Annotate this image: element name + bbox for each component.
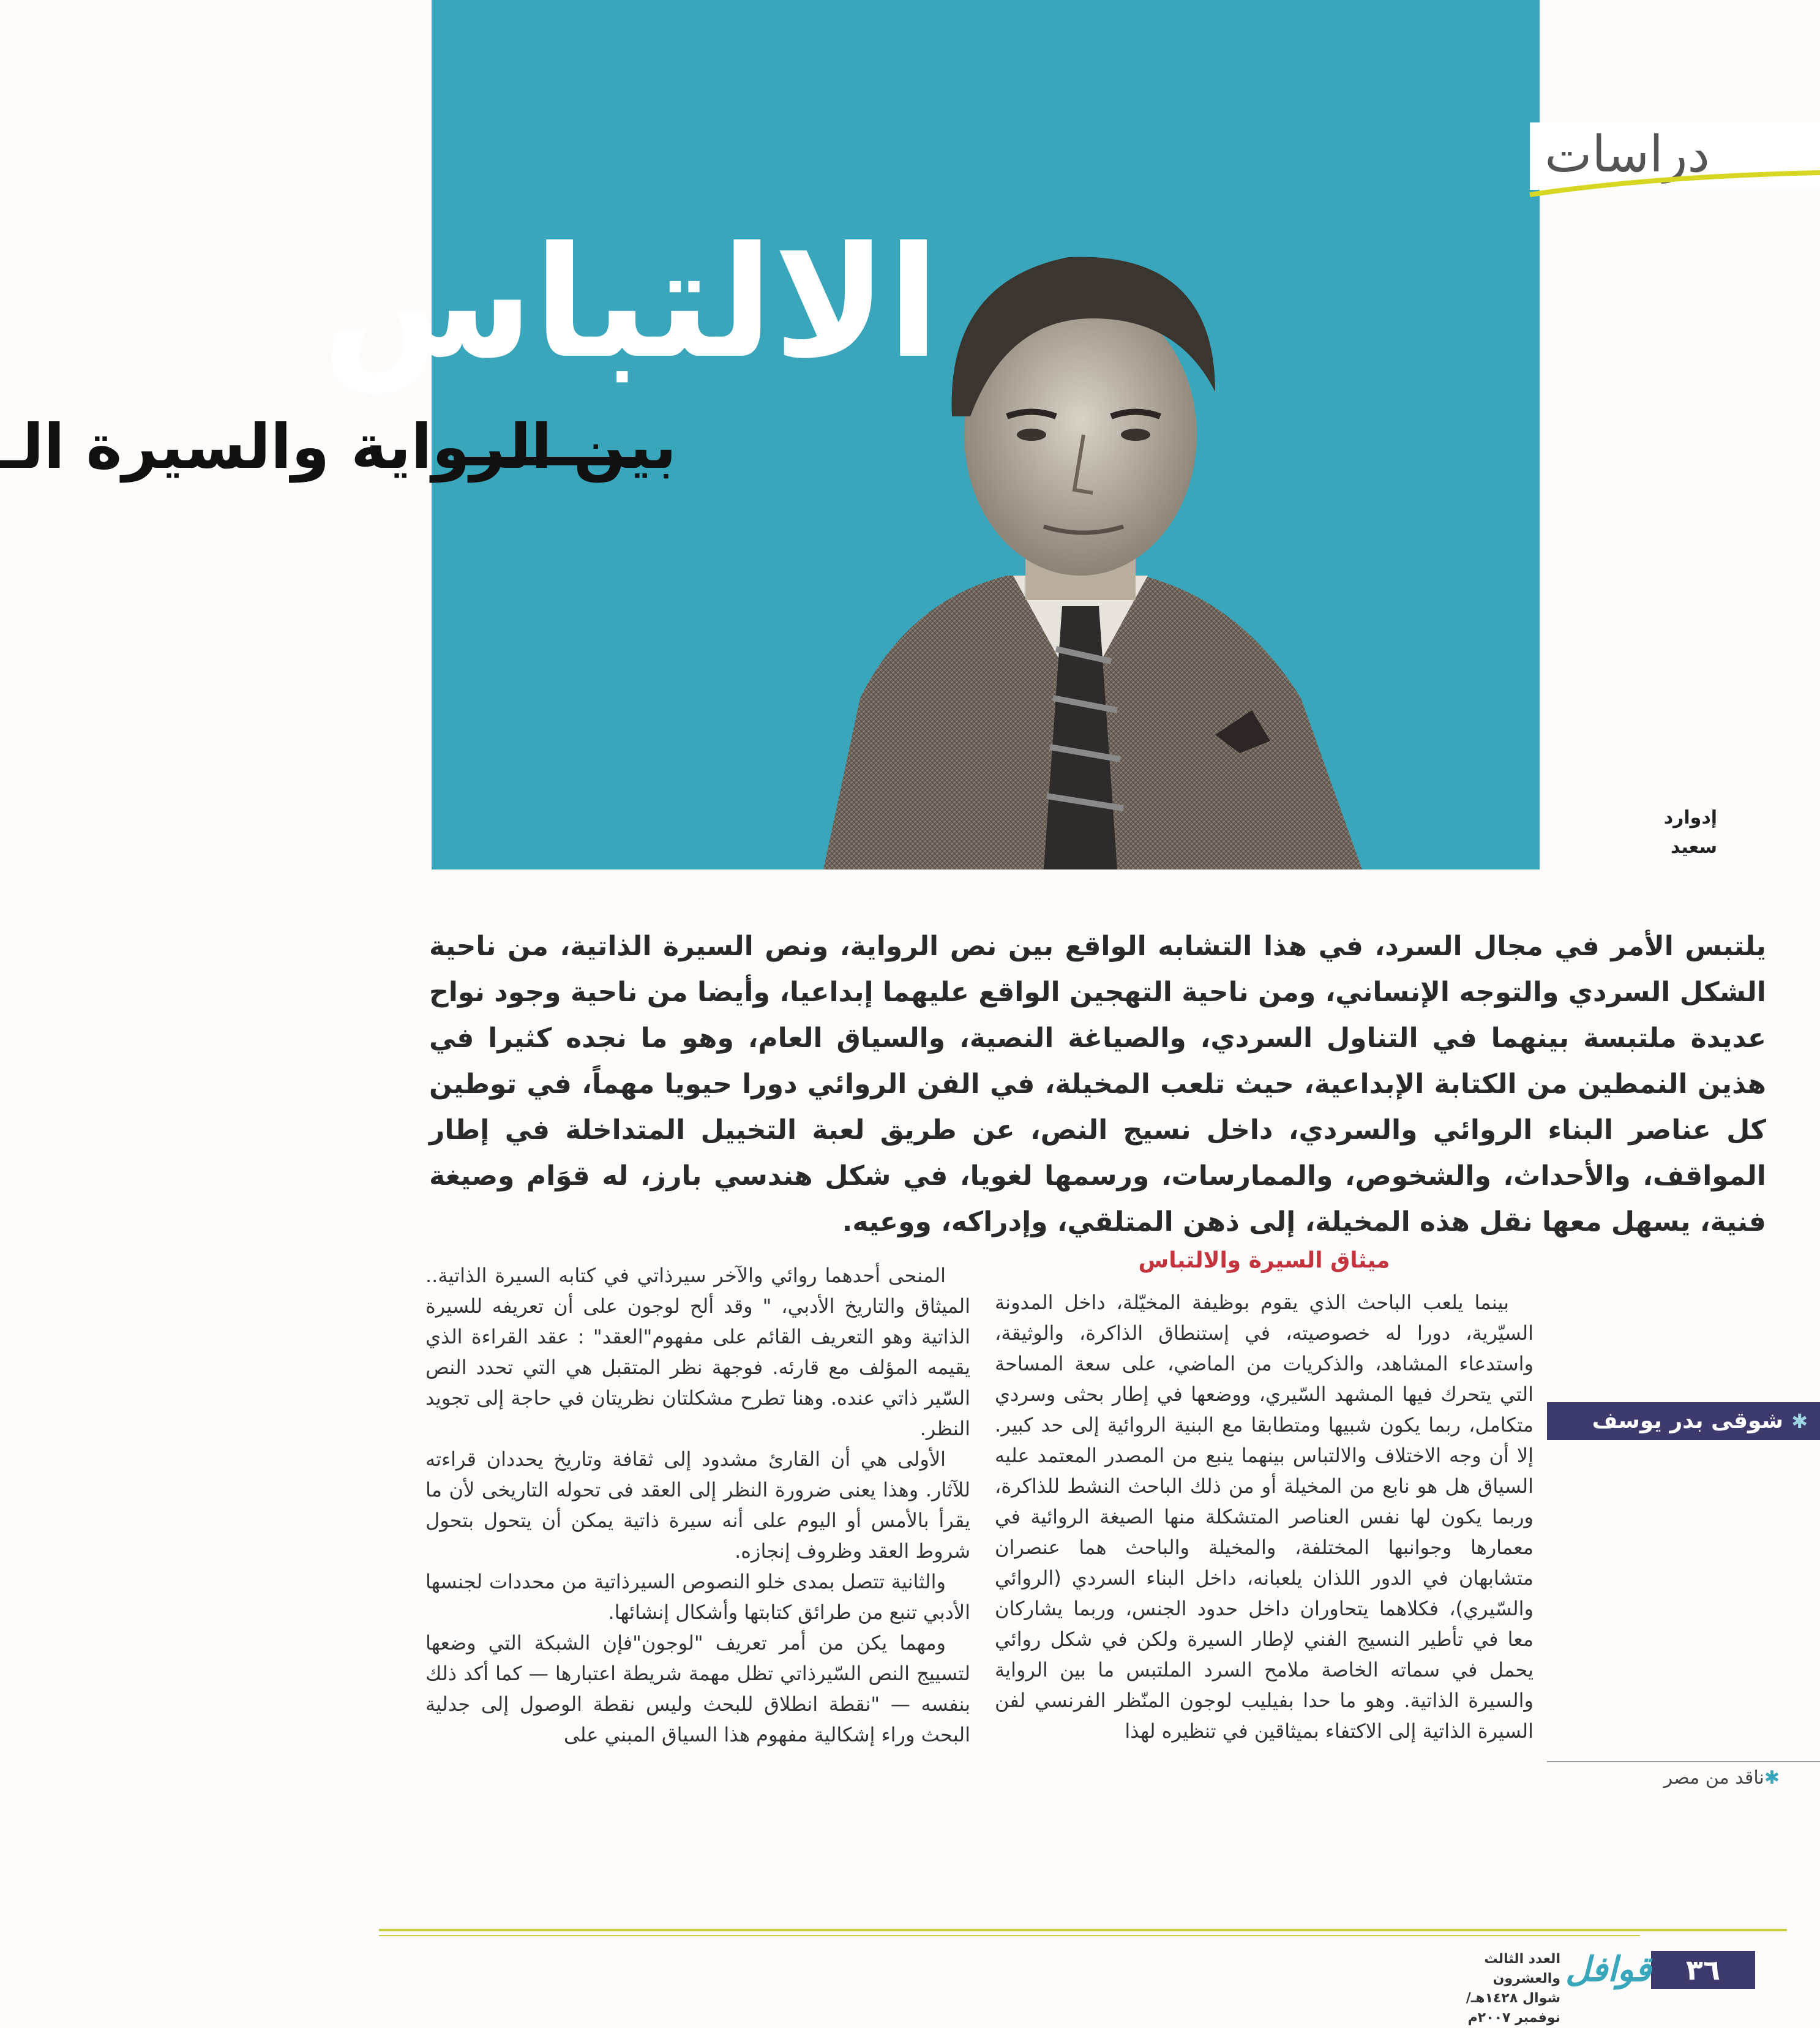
page-number: ٣٦: [1651, 1951, 1755, 1989]
caption-line-1: إدوارد: [1663, 807, 1717, 828]
intro-paragraph: يلتبس الأمر في مجال السرد، في هذا التشابه الواقع بين نص الرواية، ونص السيرة الذاتية، من ناحية الشكل السردي والتوجه الإنساني، ومن ناحية التهجين الواقع عليهما إبداعيا، وأيضا من ناحية وجود نواح عديدة ملتبسة بينهما في التناول السردي، والصياغة النصية، والسياق العام، وهو ما نجده كثيرا في هذين النمطين من الكتابة الإبداعية، حيث تلعب المخيلة، في الفن الروائي دورا حيويا مهماً، في توطين كل عناصر البناء الروائي والسردي، داخل نسيج النص، عن طريق لعبة التخييل المتداخلة في إطار المواقف، والأحداث، والشخوص، والممارسات، ورسمها لغويا، في شكل هندسي بارز، له قوَام وصيغة فنية، يسهل معها نقل هذه المخيلة، إلى ذهن المتلقي، وإدراكه، ووعيه.: [429, 931, 1766, 1237]
author-note: [1547, 1767, 1780, 1789]
asterisk-icon: ✱: [1764, 1767, 1780, 1789]
photo-caption: [1650, 803, 1717, 862]
footer-rule: [379, 1929, 1787, 1931]
issue-line-1: العدد الثالث والعشرون: [1484, 1951, 1560, 1986]
left-paragraph-4: ومهما يكن من أمر تعريف "لوجون"فإن الشبكة التي وضعها لتسييج النص السّيرذاتي تظل مهمة شريطة اعتبارها — كما أكد ذلك بنفسه — "نقطة انطلاق للبحث وليس نقطة الوصول إلى جدلية البحث وراء إشكالية مفهوم هذا السياق المبني على: [425, 1631, 970, 1746]
author-bar: [1547, 1402, 1820, 1440]
article-title: الالتباس: [322, 214, 940, 392]
footer-rule-thin: [379, 1935, 1640, 1936]
issue-line-2: شوال ١٤٢٨هـ/ نوفمبر ٢٠٠٧م: [1466, 1991, 1560, 2026]
author-divider: [1547, 1761, 1820, 1762]
portrait-photo: [750, 233, 1399, 869]
author-name: شوقى بدر يوسف: [1592, 1408, 1783, 1433]
right-column: [995, 1287, 1534, 1746]
column-heading: ميثاق السيرة والالتباس: [1138, 1248, 1390, 1273]
magazine-logo: قوافل: [1565, 1950, 1652, 1989]
article-subtitle: بين الرواية والسيرة الـ: [0, 411, 676, 483]
caption-line-2: سعيد: [1670, 836, 1717, 858]
left-paragraph-3: والثانية تتصل بمدى خلو النصوص السيرذاتية من محددات لجنسها الأدبي تنبع من طرائق كتابتها وأشكال إنشائها.: [425, 1570, 970, 1624]
left-paragraph-2: الأولى هي أن القارئ مشدود إلى ثقافة وتاريخ يحددان قراءته للآثار. وهذا يعنى ضرورة النظر إلى العقد فى تحوله التاريخى لأن ما يقرأ بالأمس أو اليوم على أنه سيرة ذاتية يمكن أن يتحول بتحول شروط العقد وظروف إنجازه.: [425, 1448, 970, 1563]
right-paragraph: بينما يلعب الباحث الذي يقوم بوظيفة المخيّلة، داخل المدونة السيّرية، دورا له خصوصيته، في إستنطاق الذاكرة، والوثيقة، واستدعاء المشاهد، والذكريات من الماضي، على سعة المساحة التي يتحرك فيها المشهد السّيري، ووضعها في إطار بحثى وسردي متكامل، ربما يكون شبيها ومتطابقا مع البنية الروائية إلى حد كبير. إلا أن وجه الاختلاف والالتباس بينهما ينبع من المصدر المعتمد عليه السياق هل هو نابع من المخيلة أو من ذلك الباحث النشط للذاكرة، وربما يكون لها نفس العناصر المتشكلة منها الصيغة الروائية في معمارها وجوانبها المختلفة، والمخيلة والباحث هما عنصران متشابهان في الدور اللذان يلعبانه، داخل البناء السردي (الروائي والسّيري)، فكلاهما يتحاوران داخل حدود الجنس، وربما يشاركان معا في تأطير النسيج الفني لإطار السيرة ولكن في شكل روائي يحمل في سماته الخاصة ملامح السرد الملتبس ما بين الرواية والسيرة الذاتية. وهو ما حدا بفيليب لوجون المنّظر الفرنسي لفن السيرة الذاتية إلى الاكتفاء بميثاقين في تنظيره لهذا: [995, 1291, 1534, 1743]
author-note-text: ناقد من مصر: [1663, 1767, 1764, 1789]
section-label: دراسات: [1545, 126, 1710, 184]
issue-info: [1462, 1950, 1560, 2028]
section-swoosh: [1530, 170, 1820, 207]
left-paragraph-1: المنحى أحدهما روائي والآخر سيرذاتي في كتابه السيرة الذاتية.. الميثاق والتاريخ الأدبي، " وقد ألح لوجون على أن تعريفه للسيرة الذاتية وهو التعريف القائم على مفهوم"العقد" : عقد القراءة الذي يقيمه المؤلف مع قارئه. فوجهة نظر المتقبل هي التي تحدد النص السّير ذاتي عنده. وهنا تطرح مشكلتان نظريتان في حاجة إلى تجويد النظر.: [425, 1264, 970, 1440]
left-column: [425, 1260, 970, 1750]
asterisk-icon: ✱: [1791, 1410, 1808, 1433]
